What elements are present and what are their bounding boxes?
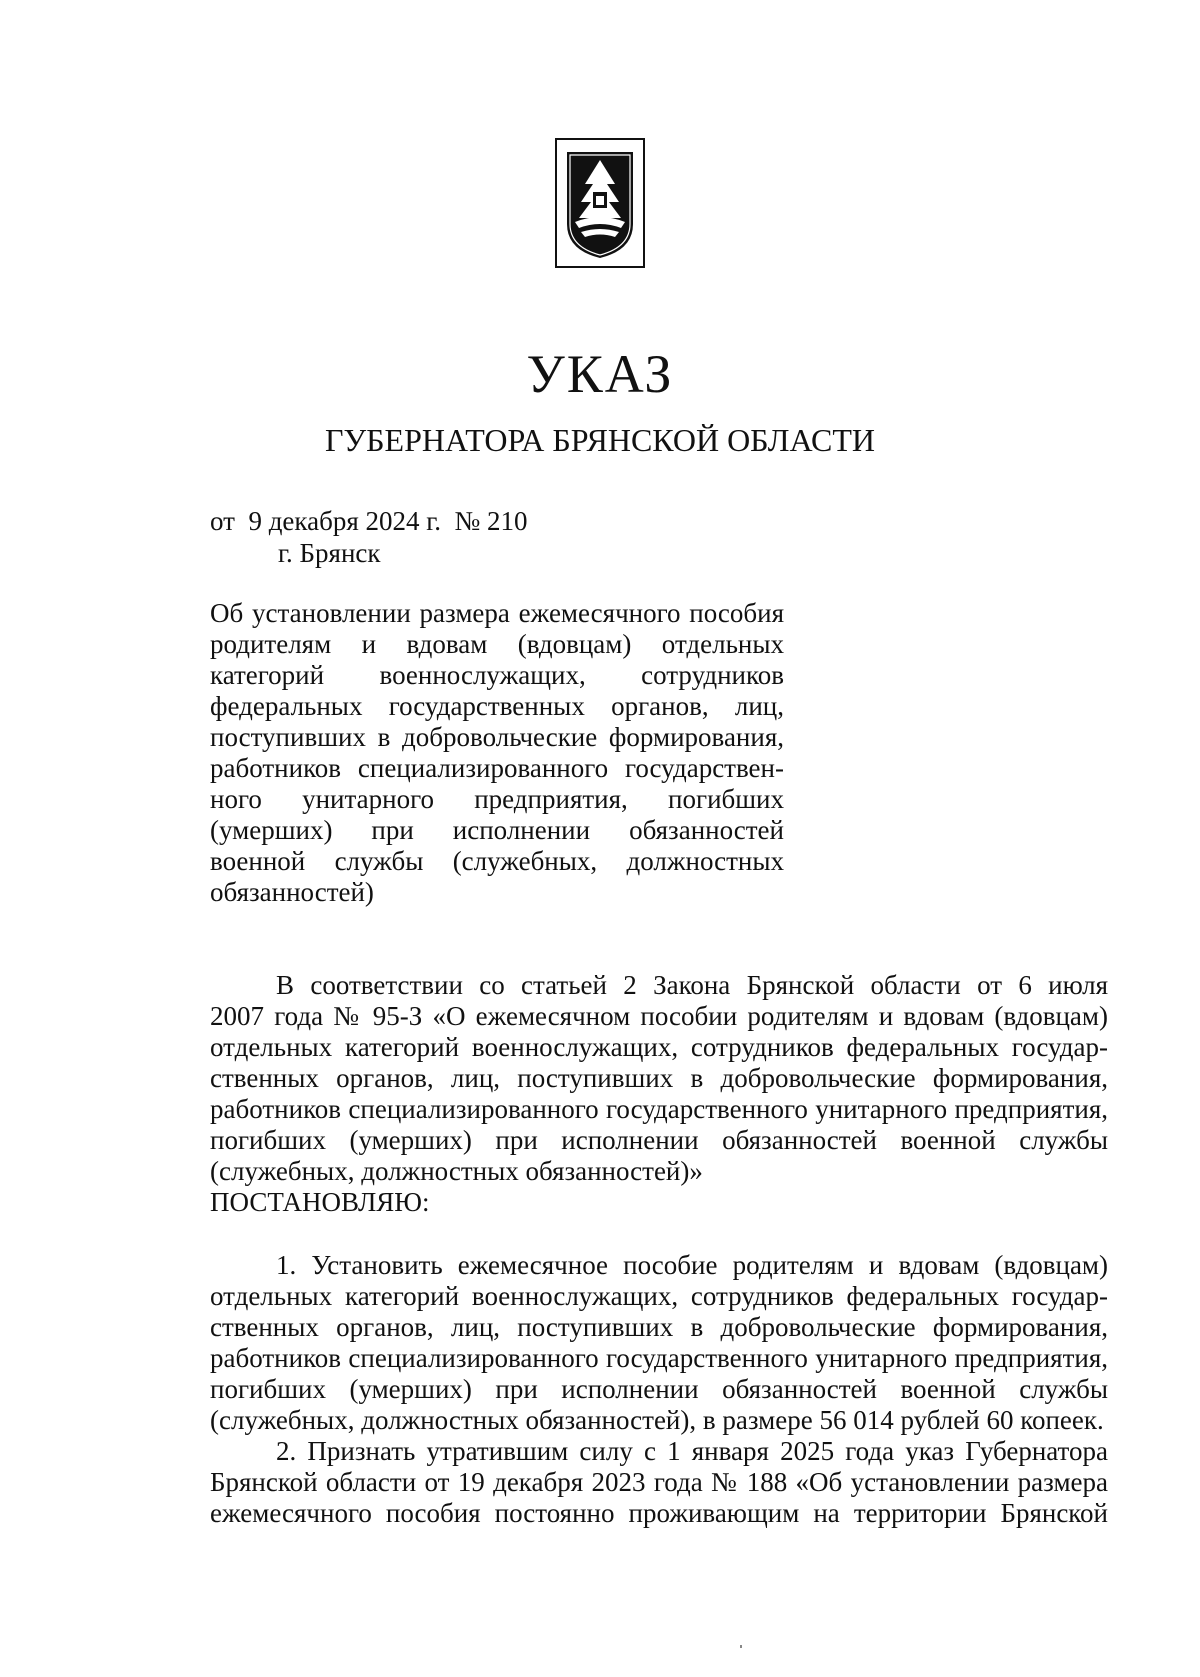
paragraph-line: отдельных категорий военнослужащих, сотрудников федеральных государ- — [210, 1281, 1108, 1311]
paragraph-line: 2. Признать утратившим силу с 1 января 2025 года указ Губернатора — [276, 1436, 1108, 1466]
date-and-number: от 9 декабря 2024 г. № 210 — [210, 506, 528, 536]
subject-line: Об установлении размера ежемесячного пособия — [210, 598, 784, 628]
paragraph-line: ственных органов, лиц, поступивших в добровольческие формирования, — [210, 1312, 1108, 1342]
subject-line: ного унитарного предприятия, погибших — [210, 784, 784, 814]
city-line: г. Брянск — [278, 538, 381, 568]
paragraph-line: 2007 года № 95-З «О ежемесячном пособии родителям и вдовам (вдовцам) — [210, 1001, 1108, 1031]
item-1-paragraph — [210, 1250, 1108, 1436]
paragraph-line: (служебных, должностных обязанностей), в размере 56 014 рублей 60 копеек. — [210, 1405, 1104, 1435]
subject-line: обязанностей) — [210, 877, 374, 907]
document-title: УКАЗ — [526, 344, 674, 404]
paragraph-line: погибших (умерших) при исполнении обязанностей военной службы — [210, 1125, 1108, 1155]
paragraph-line: 1. Установить ежемесячное пособие родителям и вдовам (вдовцам) — [276, 1250, 1108, 1280]
item-2-paragraph — [210, 1436, 1108, 1529]
scan-speck — [740, 1645, 742, 1648]
paragraph-line: (служебных, должностных обязанностей)» — [210, 1156, 703, 1186]
paragraph-line: ственных органов, лиц, поступивших в добровольческие формирования, — [210, 1063, 1108, 1093]
decree-word: ПОСТАНОВЛЯЮ: — [210, 1187, 430, 1217]
paragraph-line: работников специализированного государственного унитарного предприятия, — [210, 1343, 1108, 1373]
bryansk-coat-of-arms-icon — [555, 138, 645, 268]
paragraph-line: работников специализированного государственного унитарного предприятия, — [210, 1094, 1108, 1124]
paragraph-line: ежемесячного пособия постоянно проживающим на территории Брянской — [210, 1498, 1108, 1528]
paragraph-line: В соответствии со статьей 2 Закона Брянской области от 6 июля — [276, 970, 1108, 1000]
paragraph-line: отдельных категорий военнослужащих, сотрудников федеральных государ- — [210, 1032, 1108, 1062]
preamble-paragraph — [210, 970, 1108, 1187]
subject-line: федеральных государственных органов, лиц, — [210, 691, 784, 721]
subject-line: родителям и вдовам (вдовцам) отдельных — [210, 629, 784, 659]
subject-line: поступивших в добровольческие формирования, — [210, 722, 784, 752]
subject-line: работников специализированного государствен- — [210, 753, 784, 783]
subject-line: военной службы (служебных, должностных — [210, 846, 784, 876]
paragraph-line: Брянской области от 19 декабря 2023 года № 188 «Об установлении размера — [210, 1467, 1108, 1497]
subject-line: категорий военнослужащих, сотрудников — [210, 660, 784, 690]
subject-line: (умерших) при исполнении обязанностей — [210, 815, 784, 845]
paragraph-line: погибших (умерших) при исполнении обязанностей военной службы — [210, 1374, 1108, 1404]
document-subject — [210, 598, 784, 908]
document-subtitle: ГУБЕРНАТОРА БРЯНСКОЙ ОБЛАСТИ — [325, 422, 875, 458]
